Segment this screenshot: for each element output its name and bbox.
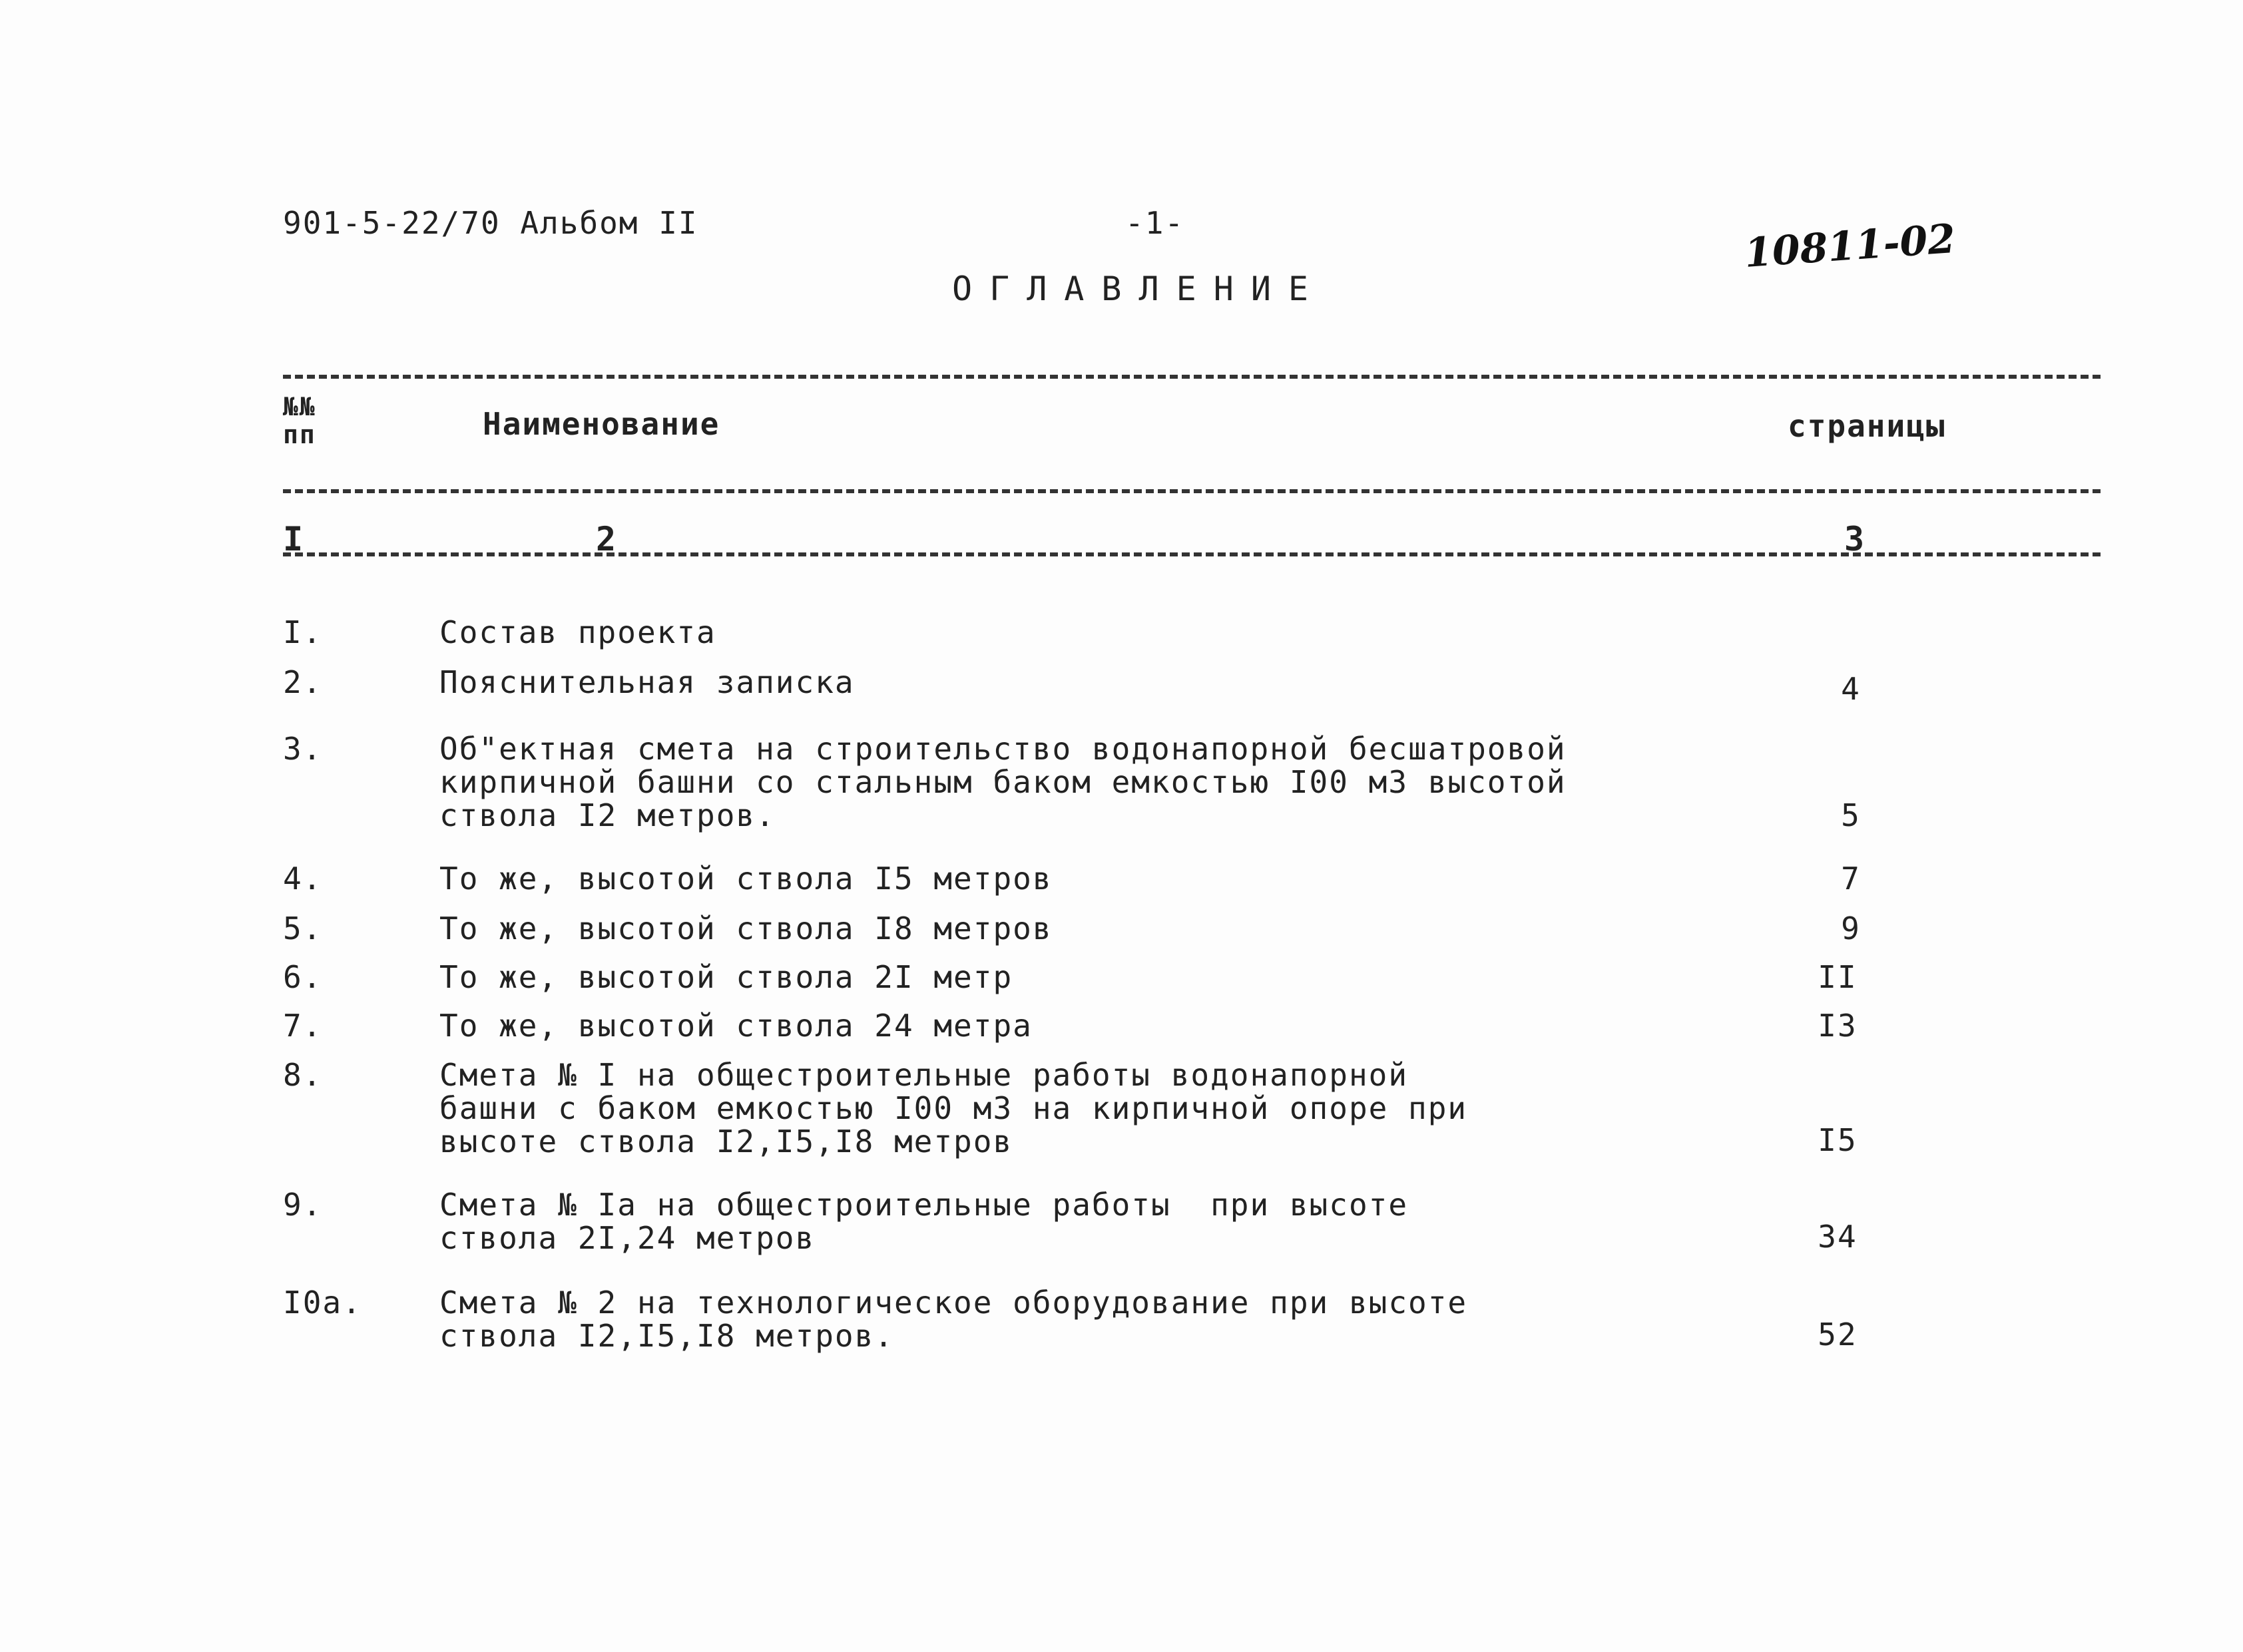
header-top-rule bbox=[283, 375, 2101, 379]
row-title: Смета № I на общестроительные работы водонапорной башни с баком емкостью I00 м3 на кирпичной опоре при высоте ствола I2,I5,I8 метров bbox=[439, 1057, 1468, 1159]
row-page: 9 bbox=[1841, 911, 1861, 946]
row-title: Об"ектная смета на строительство водонапорной бесшатровой кирпичной башни со стальным баком емкостью I00 м3 высотой ствола I2 метров. bbox=[439, 731, 1567, 833]
header-bottom-rule bbox=[283, 489, 2101, 493]
row-title: Смета № 2 на технологическое оборудование при высоте ствола I2,I5,I8 метров. bbox=[439, 1285, 1468, 1354]
column-number-1: I bbox=[283, 520, 305, 558]
row-page: 4 bbox=[1841, 671, 1861, 707]
row-number: 5. bbox=[283, 911, 323, 946]
row-number: I0а. bbox=[283, 1285, 362, 1321]
row-title: То же, высотой ствола I5 метров bbox=[439, 861, 1053, 897]
column-header-num: №№ пп bbox=[283, 392, 316, 449]
row-page: 5 bbox=[1841, 797, 1861, 833]
page-number: -1- bbox=[1125, 205, 1185, 241]
row-number: I. bbox=[283, 614, 323, 650]
row-page: 7 bbox=[1841, 861, 1861, 897]
row-page: 34 bbox=[1818, 1219, 1858, 1255]
row-title: То же, высотой ствола 24 метра bbox=[439, 1008, 1033, 1044]
row-page: 52 bbox=[1818, 1317, 1858, 1352]
row-page: I5 bbox=[1818, 1122, 1858, 1158]
column-number-2: 2 bbox=[596, 520, 618, 558]
row-number: 2. bbox=[283, 664, 323, 700]
row-number: 8. bbox=[283, 1057, 323, 1093]
document-code: 901-5-22/70 Альбом II bbox=[283, 205, 698, 241]
document-title: ОГЛАВЛЕНИЕ bbox=[952, 270, 1326, 308]
row-title: То же, высотой ствола I8 метров bbox=[439, 911, 1053, 946]
row-number: 3. bbox=[283, 731, 323, 767]
row-title: То же, высотой ствола 2I метр bbox=[439, 959, 1013, 995]
column-header-name: Наименование bbox=[483, 406, 720, 442]
row-title: Пояснительная записка bbox=[439, 664, 855, 700]
row-title: Смета № Iа на общестроительные работы при высоте ствола 2I,24 метров bbox=[439, 1187, 1409, 1256]
row-page: I3 bbox=[1818, 1008, 1858, 1044]
column-number-rule bbox=[283, 552, 2101, 556]
row-number: 6. bbox=[283, 959, 323, 995]
row-number: 7. bbox=[283, 1008, 323, 1044]
handwritten-number: 10811-02 bbox=[1742, 216, 1957, 277]
row-page: II bbox=[1818, 959, 1858, 995]
column-header-pages: страницы bbox=[1788, 408, 1946, 444]
row-number: 4. bbox=[283, 861, 323, 897]
row-title: Состав проекта bbox=[439, 614, 716, 650]
row-number: 9. bbox=[283, 1187, 323, 1223]
column-number-3: 3 bbox=[1844, 520, 1866, 558]
